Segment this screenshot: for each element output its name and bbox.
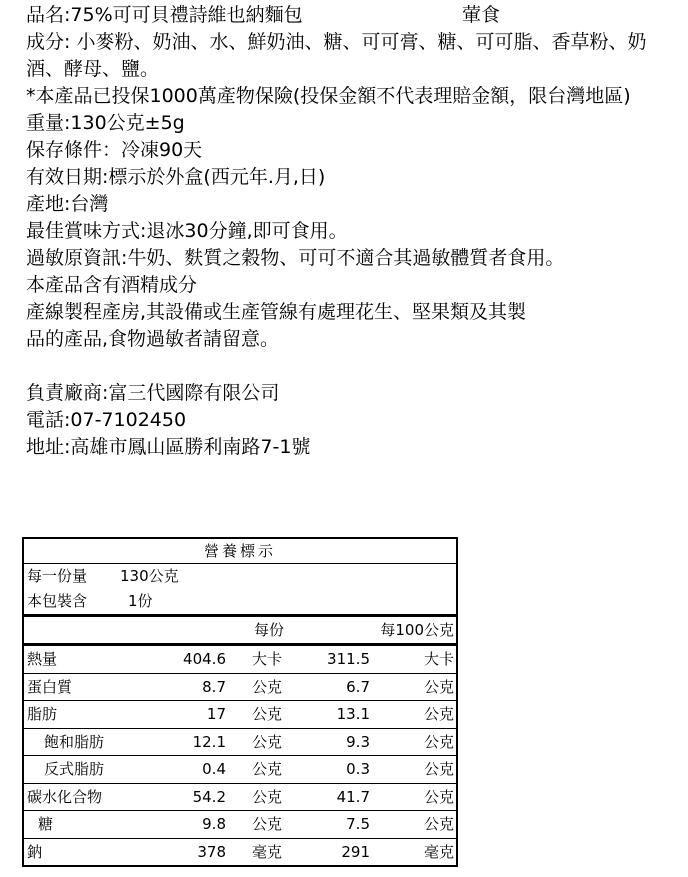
per-100g-value: 9.3 [346, 732, 370, 751]
production-note-2: 品的產品,食物過敏者請留意。 [26, 328, 280, 350]
per-serving-value: 404.6 [183, 650, 226, 668]
nutrient-name: 糖 [38, 815, 54, 833]
label-text-block [26, 2, 676, 461]
per-100g-value: 311.5 [327, 650, 370, 668]
per-serving-unit: 公克 [252, 705, 283, 723]
per-100g-value: 6.7 [346, 677, 370, 696]
nutrition-title: 營養標示 [24, 539, 456, 564]
serving-size-label: 每一份量 [27, 567, 88, 585]
per-serving-value: 0.4 [202, 760, 226, 778]
per-serving-value: 54.2 [192, 787, 226, 806]
product-name-row [26, 2, 676, 29]
per-100g-unit: 公克 [423, 705, 454, 723]
per-100g-unit: 大卡 [423, 650, 454, 668]
nutrition-table [22, 537, 458, 867]
nutrient-row [24, 756, 456, 784]
col-per-100g: 每100公克 [380, 621, 454, 639]
nutrient-name: 反式脂肪 [44, 760, 105, 778]
nutrient-row [24, 674, 456, 702]
nutrient-row [24, 811, 456, 839]
storage: 保存條件：冷凍90天 [26, 139, 203, 161]
phone: 電話:07-7102450 [26, 409, 187, 431]
per-100g-unit: 公克 [423, 677, 454, 696]
spacer [26, 353, 676, 380]
per-serving-value: 378 [197, 842, 226, 861]
product-name: 品名:75%可可貝禮詩維也納麵包 [26, 4, 303, 26]
nutrient-row [24, 839, 456, 866]
per-serving-unit: 公克 [252, 815, 283, 833]
production-note-1: 產線製程產房,其設備或生產管線有處理花生、堅果類及其製 [26, 301, 527, 323]
per-serving-unit: 公克 [252, 760, 283, 778]
per-serving-value: 9.8 [202, 815, 226, 833]
per-100g-value: 13.1 [336, 705, 370, 723]
allergen: 過敏原資訊:牛奶、麩質之穀物、可可不適合其過敏體質者食用。 [26, 247, 565, 269]
per-serving-unit: 毫克 [252, 842, 283, 861]
per-serving-unit: 公克 [252, 732, 283, 751]
origin: 產地:台灣 [26, 193, 109, 215]
food-category: 葷食 [462, 4, 501, 26]
nutrient-name: 脂肪 [27, 705, 58, 723]
nutrient-name: 鈉 [27, 842, 43, 861]
per-serving-unit: 公克 [252, 787, 283, 806]
column-header-row [24, 617, 456, 646]
ingredients: 成分: 小麥粉、奶油、水、鮮奶油、糖、可可膏、糖、可可脂、香草粉、奶酒、酵母、鹽。 [26, 31, 647, 80]
nutrient-rows [24, 646, 456, 865]
per-100g-unit: 公克 [423, 787, 454, 806]
weight: 重量:130公克±5g [26, 112, 185, 134]
servings-per-package-label: 本包裝含 [27, 592, 88, 610]
nutrient-row [24, 729, 456, 757]
per-serving-unit: 大卡 [252, 650, 283, 668]
nutrient-name: 蛋白質 [27, 677, 73, 696]
nutrient-name: 飽和脂肪 [44, 732, 105, 751]
servings-per-package-row [24, 589, 456, 614]
per-serving-unit: 公克 [252, 677, 283, 696]
alcohol-note: 本產品含有酒精成分 [26, 274, 198, 296]
nutrient-row [24, 784, 456, 812]
nutrient-row [24, 701, 456, 729]
serving-size-row [24, 564, 456, 589]
nutrient-name: 熱量 [27, 650, 58, 668]
per-100g-unit: 公克 [423, 760, 454, 778]
insurance-note: *本產品已投保1000萬產物保險(投保金額不代表理賠金額，限台灣地區) [26, 85, 631, 107]
per-serving-value: 8.7 [202, 677, 226, 696]
nutrient-name: 碳水化合物 [27, 787, 103, 806]
manufacturer: 負責廠商:富三代國際有限公司 [26, 382, 280, 404]
per-serving-value: 12.1 [192, 732, 226, 751]
serving-size-value: 130公克 [120, 567, 179, 585]
per-serving-value: 17 [206, 705, 226, 723]
per-100g-unit: 公克 [423, 815, 454, 833]
per-100g-unit: 公克 [423, 732, 454, 751]
per-100g-value: 291 [341, 842, 370, 861]
per-100g-value: 41.7 [336, 787, 370, 806]
per-100g-value: 7.5 [346, 815, 370, 833]
expiry: 有效日期:標示於外盒(西元年.月,日) [26, 166, 326, 188]
per-100g-unit: 毫克 [423, 842, 454, 861]
address: 地址:高雄市鳳山區勝利南路7-1號 [26, 436, 311, 458]
col-per-serving: 每份 [254, 621, 285, 639]
nutrient-row [24, 646, 456, 674]
per-100g-value: 0.3 [346, 760, 370, 778]
best-way: 最佳賞味方式:退冰30分鐘,即可食用。 [26, 220, 348, 242]
servings-per-package-value: 1份 [128, 592, 153, 610]
